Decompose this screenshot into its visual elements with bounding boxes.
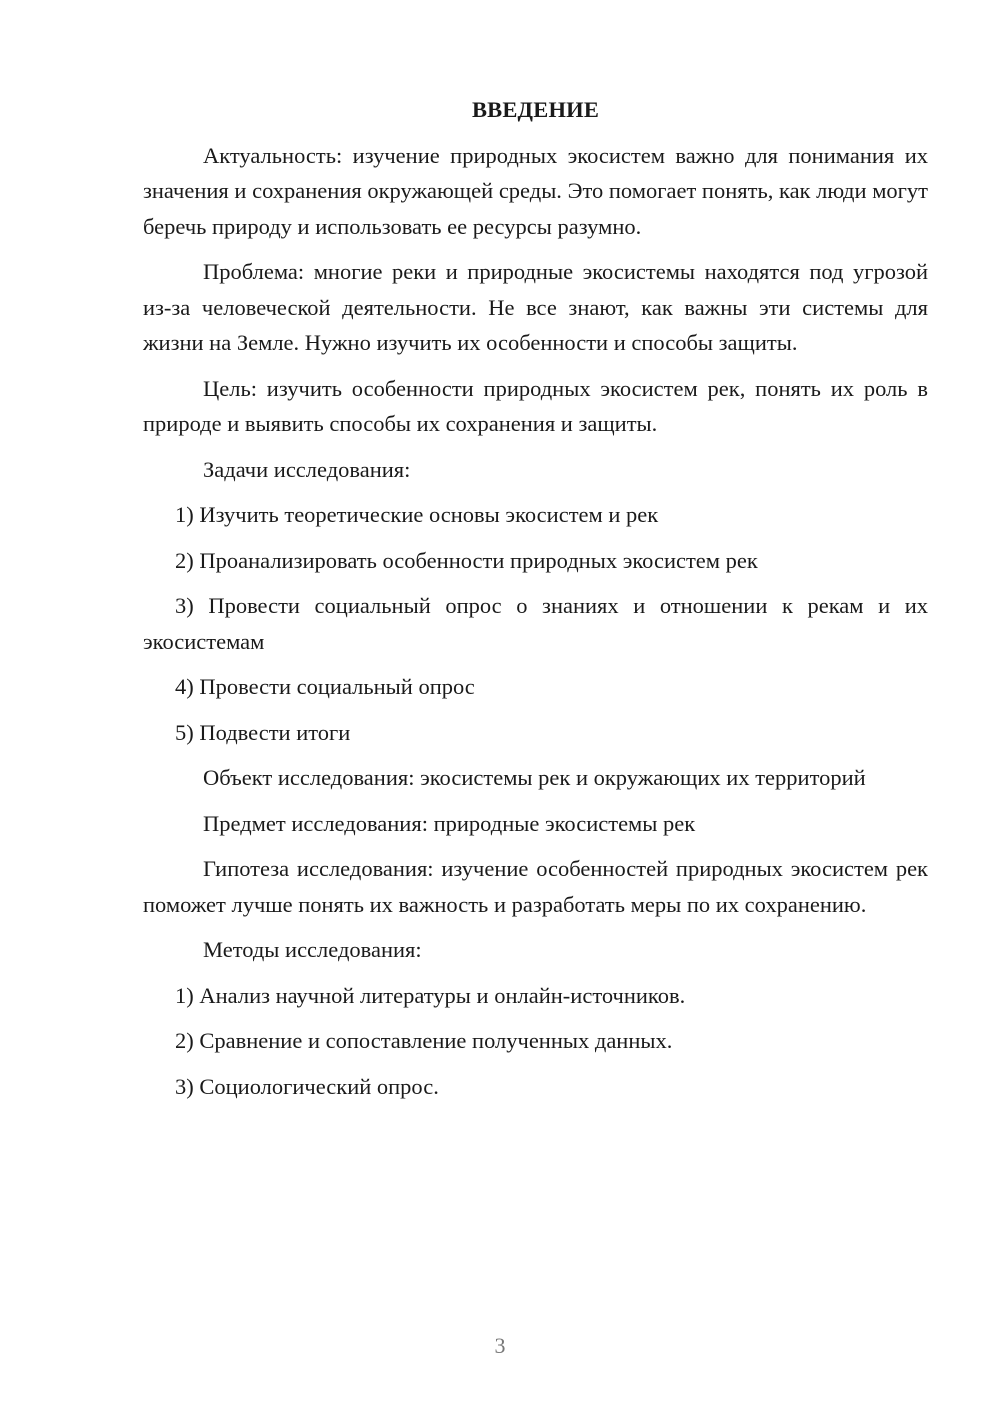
paragraph-problem: Проблема: многие реки и природные экосистемы находятся под угрозой из-за человеческой деятельности. Не все знают, как важны эти системы для жизни на Земле. Нужно изучить их особенности и способы защиты.: [143, 259, 928, 355]
paragraph-hypothesis: Гипотеза исследования: изучение особенностей природных экосистем рек поможет лучше понять их важность и разработать меры по их сохранению.: [143, 856, 928, 917]
paragraph-object: Объект исследования: экосистемы рек и окружающих их территорий: [203, 765, 866, 790]
task-item-3: 3) Провести социальный опрос о знаниях и отношении к рекам и их экосистемам: [143, 593, 928, 654]
tasks-list: [143, 497, 928, 750]
methods-list: [143, 978, 928, 1105]
document-title: ВВЕДЕНИЕ: [471, 97, 600, 122]
method-item-3: 3) Социологический опрос.: [175, 1073, 439, 1099]
paragraph-relevance: Актуальность: изучение природных экосистем важно для понимания их значения и сохранения окружающей среды. Это помогает понять, как люди могут беречь природу и использовать ее ресурсы разумно.: [143, 142, 928, 239]
method-item-2: 2) Сравнение и сопоставление полученных данных.: [175, 1028, 673, 1053]
page-number: 3: [494, 1333, 506, 1358]
methods-heading: Методы исследования:: [203, 937, 422, 962]
tasks-heading: Задачи исследования:: [203, 456, 411, 482]
task-item-5: 5) Подвести итоги: [175, 719, 351, 745]
document-page: [143, 92, 928, 1114]
task-item-2: 2) Проанализировать особенности природных экосистем рек: [175, 547, 758, 573]
task-item-1: 1) Изучить теоретические основы экосистем и рек: [175, 502, 659, 527]
task-item-4: 4) Провести социальный опрос: [175, 674, 475, 699]
paragraph-subject: Предмет исследования: природные экосистемы рек: [203, 810, 696, 836]
paragraph-goal: Цель: изучить особенности природных экосистем рек, понять их роль в природе и выявить способы их сохранения и защиты.: [143, 375, 928, 436]
method-item-1: 1) Анализ научной литературы и онлайн-источников.: [175, 982, 686, 1008]
